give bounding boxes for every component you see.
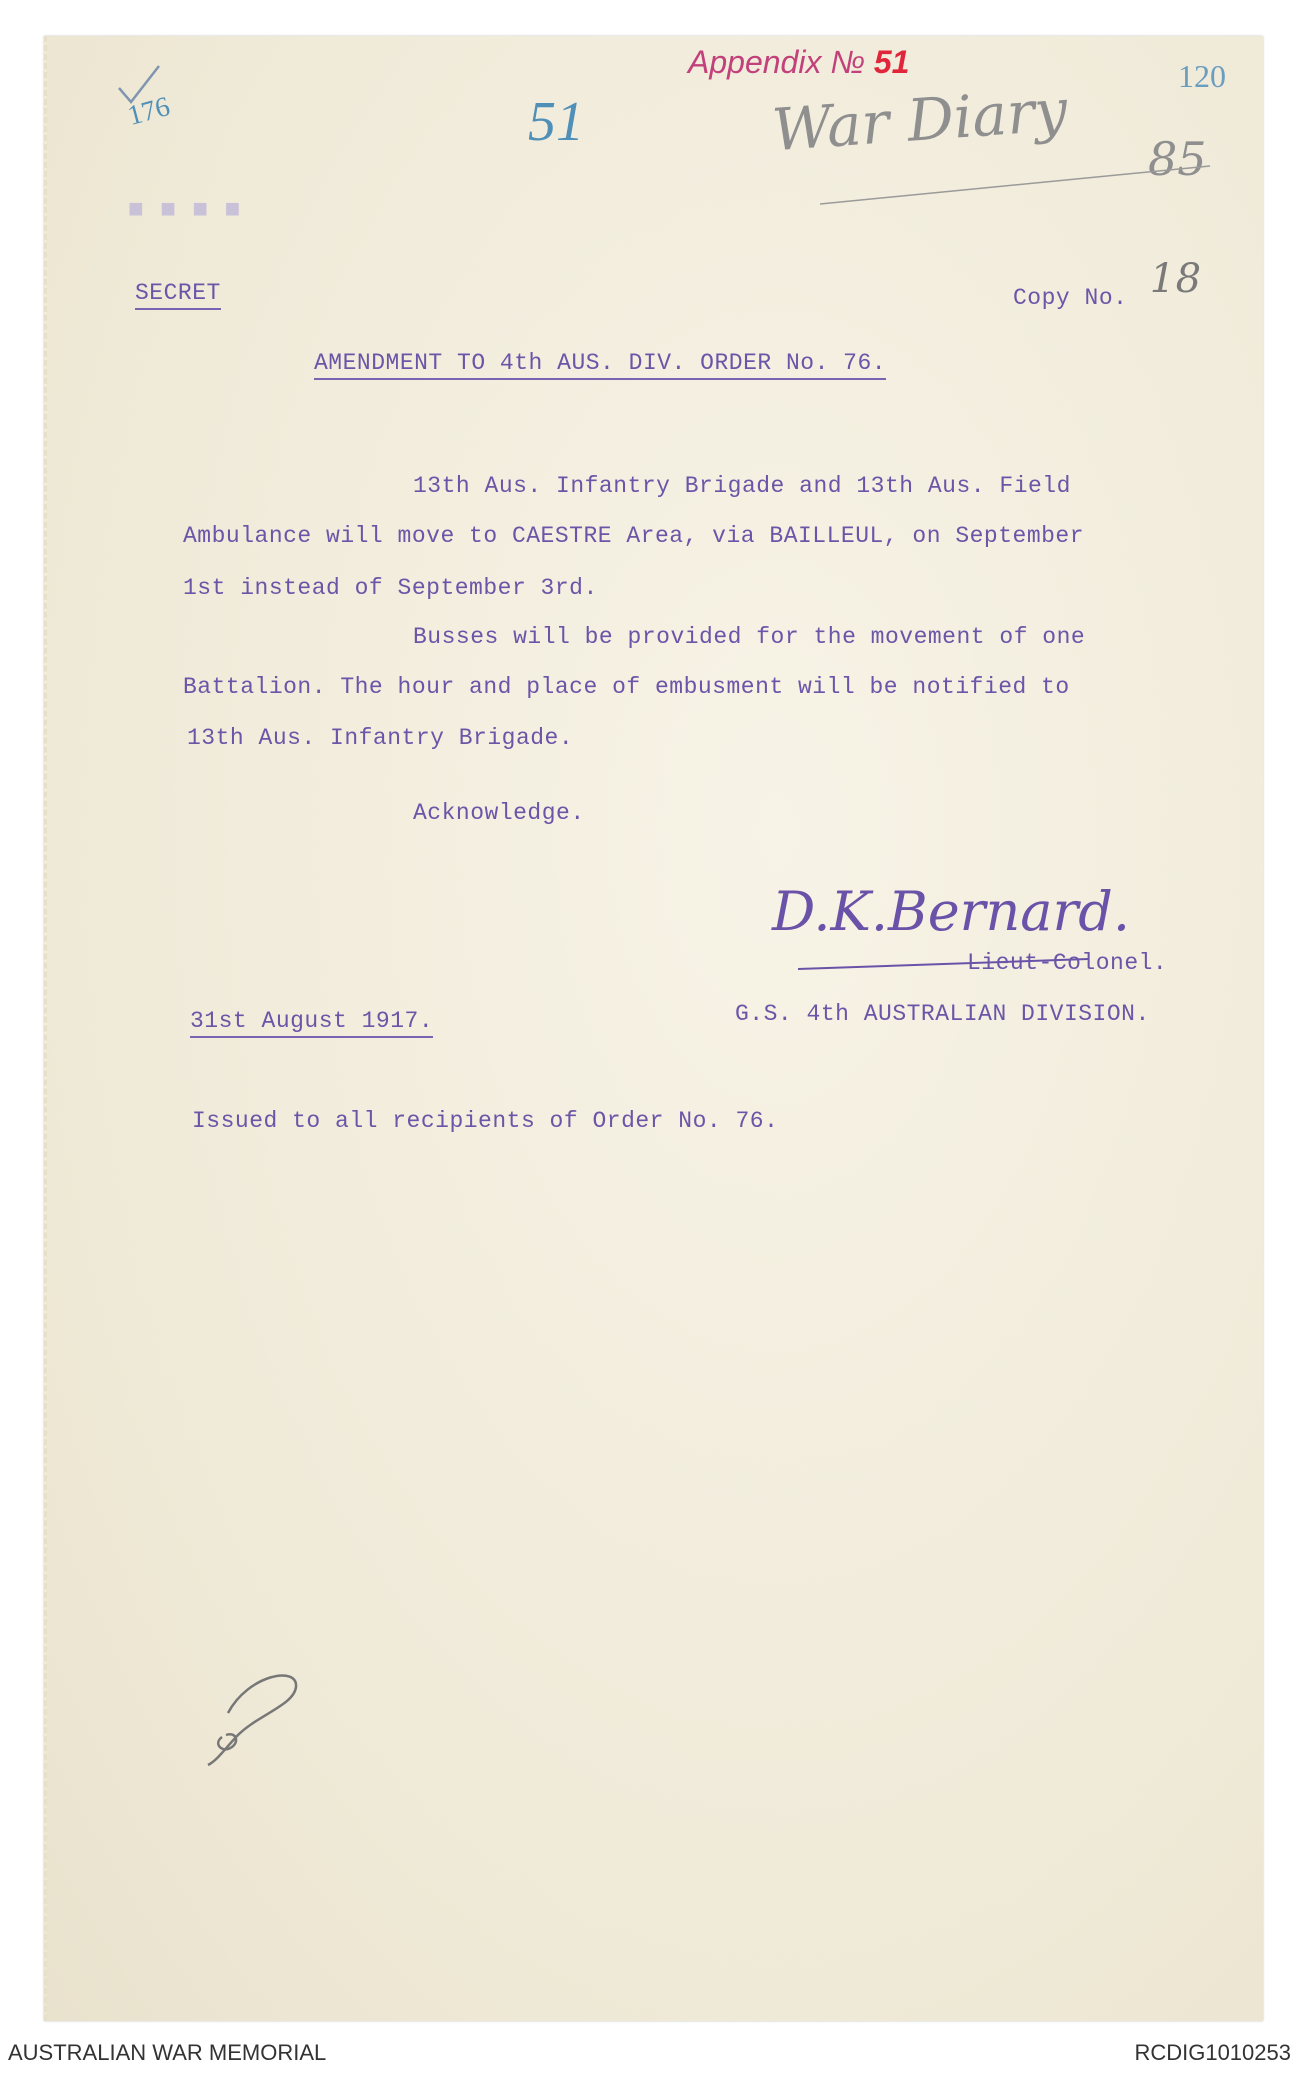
copy-label: Copy No. bbox=[1013, 285, 1128, 311]
signature: D.K.Bernard. bbox=[772, 880, 1131, 943]
acknowledge-text: Acknowledge. bbox=[413, 800, 585, 826]
body-line-5: Battalion. The hour and place of embusment will be notified to bbox=[183, 674, 1070, 700]
body-line-4: Busses will be provided for the movement of one bbox=[413, 624, 1086, 650]
body-line-3: 1st instead of September 3rd. bbox=[183, 575, 598, 601]
copy-number: 18 bbox=[1149, 256, 1202, 302]
folio-number-top-left: 176 bbox=[124, 91, 174, 132]
appendix-label: Appendix № bbox=[688, 44, 865, 80]
issuing-office: G.S. 4th AUSTRALIAN DIVISION. bbox=[735, 1001, 1150, 1027]
signatory-rank: Lieut-Colonel. bbox=[967, 950, 1168, 976]
pencil-stroke bbox=[820, 160, 1220, 210]
body-line-1: 13th Aus. Infantry Brigade and 13th Aus. Field bbox=[413, 473, 1071, 499]
appendix-stamp bbox=[688, 44, 909, 81]
folio-number-blue: 51 bbox=[528, 91, 584, 153]
faded-mark: ■ ■ ■ ■ bbox=[128, 195, 241, 225]
body-line-6: 13th Aus. Infantry Brigade. bbox=[187, 725, 574, 751]
distribution-note: Issued to all recipients of Order No. 76. bbox=[192, 1108, 779, 1134]
classification-label: SECRET bbox=[135, 280, 221, 310]
pencil-initial bbox=[198, 1665, 308, 1775]
folio-number-top-right: 120 bbox=[1178, 58, 1226, 94]
footer-left: AUSTRALIAN WAR MEMORIAL bbox=[8, 2040, 327, 2065]
checkmark-icon bbox=[115, 62, 165, 112]
folio-number-handwritten: 85 bbox=[1148, 132, 1207, 186]
document-title: AMENDMENT TO 4th AUS. DIV. ORDER No. 76. bbox=[314, 350, 886, 380]
appendix-number: 51 bbox=[873, 44, 910, 80]
footer-right: RCDIG1010253 bbox=[1134, 2040, 1291, 2065]
handwritten-note: War Diary bbox=[769, 75, 1070, 165]
body-line-2: Ambulance will move to CAESTRE Area, via BAILLEUL, on September bbox=[183, 523, 1085, 549]
copy-number-row bbox=[1013, 256, 1202, 314]
document-date: 31st August 1917. bbox=[190, 1008, 433, 1038]
